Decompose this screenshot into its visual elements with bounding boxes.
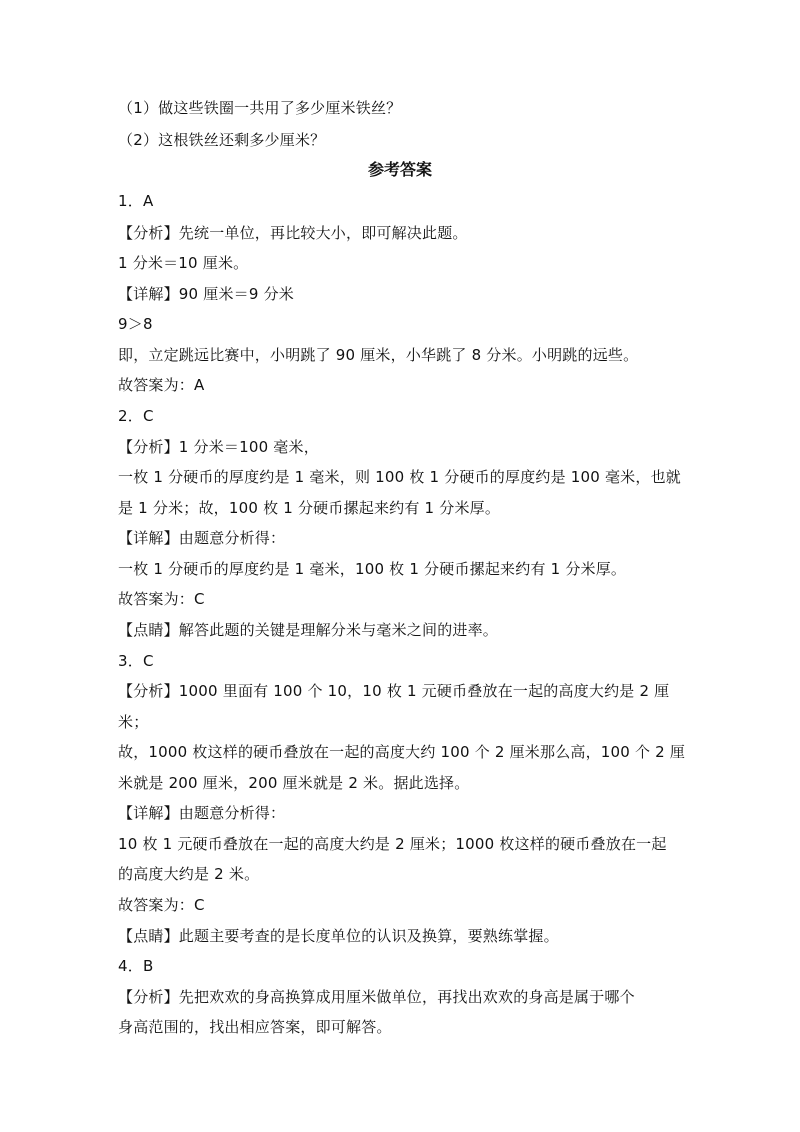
- question-2: （2）这根铁丝还剩多少厘米？: [118, 131, 326, 149]
- answer-1-analysis: 【分析】先统一单位，再比较大小，即可解决此题。: [118, 224, 468, 242]
- answer-3-detail: 【详解】由题意分析得：: [118, 804, 286, 822]
- question-1: （1）做这些铁圈一共用了多少厘米铁丝？: [118, 99, 402, 117]
- answer-2-final: 故答案为：C: [118, 590, 205, 608]
- answer-2-text-line-2: 是 1 分米；故，100 枚 1 分硬币摞起来约有 1 分米厚。: [118, 499, 501, 517]
- answer-3-analysis-line-4: 米就是 200 厘米，200 厘米就是 2 米。据此选择。: [118, 774, 470, 792]
- answer-2-detail: 【详解】由题意分析得：: [118, 529, 286, 547]
- answer-4-analysis-line-1: 【分析】先把欢欢的身高换算成用厘米做单位，再找出欢欢的身高是属于哪个: [118, 988, 635, 1006]
- answer-3-detail-line-2: 的高度大约是 2 米。: [118, 865, 260, 883]
- answer-3-comment: 【点睛】此题主要考查的是长度单位的认识及换算，要熟练掌握。: [118, 927, 559, 945]
- answer-3-detail-line-1: 10 枚 1 元硬币叠放在一起的高度大约是 2 厘米；1000 枚这样的硬币叠放在一起: [118, 835, 667, 853]
- answer-2-detail-text: 一枚 1 分硬币的厚度约是 1 毫米，100 枚 1 分硬币摞起来约有 1 分米厚。: [118, 560, 627, 578]
- answer-1-compare: 9＞8: [118, 315, 153, 333]
- answer-1-heading: 1．A: [118, 192, 154, 210]
- answer-4-heading: 4．B: [118, 957, 154, 975]
- answer-1-conclusion: 即，立定跳远比赛中，小明跳了 90 厘米，小华跳了 8 分米。小明跳的远些。: [118, 346, 639, 364]
- answer-3-final: 故答案为：C: [118, 896, 205, 914]
- answer-3-analysis-line-2: 米；: [118, 713, 149, 731]
- answer-2-heading: 2．C: [118, 407, 154, 425]
- answer-1-detail: 【详解】90 厘米＝9 分米: [118, 285, 294, 303]
- answer-1-final: 故答案为：A: [118, 376, 205, 394]
- answer-3-analysis-line-1: 【分析】1000 里面有 100 个 10，10 枚 1 元硬币叠放在一起的高度大约是 2 厘: [118, 682, 670, 700]
- answer-3-analysis-line-3: 故，1000 枚这样的硬币叠放在一起的高度大约 100 个 2 厘米那么高，100 个 2 厘: [118, 743, 686, 761]
- answer-2-text-line-1: 一枚 1 分硬币的厚度约是 1 毫米，则 100 枚 1 分硬币的厚度约是 100 毫米，也就: [118, 468, 681, 486]
- answer-2-comment: 【点睛】解答此题的关键是理解分米与毫米之间的进率。: [118, 621, 499, 639]
- answer-section-title: 参考答案: [367, 160, 432, 179]
- answer-3-heading: 3．C: [118, 652, 154, 670]
- answer-4-analysis-line-2: 身高范围的，找出相应答案，即可解答。: [118, 1018, 392, 1036]
- answer-2-analysis: 【分析】1 分米＝100 毫米，: [118, 438, 319, 456]
- answer-1-conversion: 1 分米＝10 厘米。: [118, 254, 249, 272]
